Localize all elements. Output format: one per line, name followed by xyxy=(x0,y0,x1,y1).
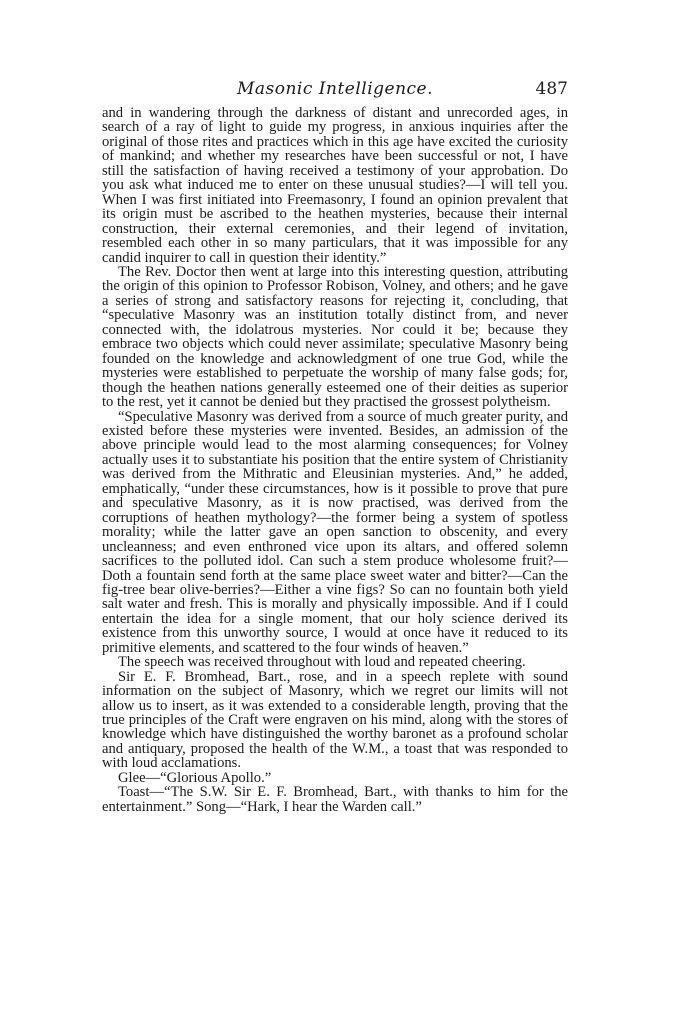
paragraph-5: Sir E. F. Bromhead, Bart., rose, and in a speech replete with sound information on the subject of Masonry, which we regret our limits will not allow us to insert, as it was extended to a considerable length, proving that the true principles of the Craft were engraven on his mind, along with the stores of knowledge which have distinguished the worthy baronet as a profound scholar and antiquary, proposed the health of the W.M., a toast that was responded to with loud acclamations. xyxy=(102,668,568,772)
book-page xyxy=(102,76,568,814)
running-title: Masonic Intelligence. xyxy=(236,79,434,99)
running-head xyxy=(102,76,568,106)
paragraph-3: “Speculative Masonry was derived from a source of much greater purity, and existed before these mysteries were invented. Besides, an admission of the above principle would lead to the most alarming consequences; for Volney actually uses it to substantiate his position that the entire system of Christianity was derived from the Mithratic and Eleusinian mysteries. And,” he added, emphatically, “under these circumstances, how is it possible to prove that pure and speculative Masonry, as it is now practised, was derived from the corruptions of heathen mythology?—the former being a system of spotless morality; while the latter gave an open sanction to obscenity, and every uncleanness; and even enthroned vice upon its altars, and offered solemn sacrifices to the polluted idol. Can such a stem produce wholesome fruit?—Doth a fountain send forth at the same place sweet water and bitter?—Can the fig-tree bear olive-berries?—Either a vine figs? So can no fountain both yield salt water and fresh. This is morally and physically impossible. And if I could entertain the idea for a single moment, that our holy science derived its existence from this unworthy source, I would at once have it reduced to its primitive elements, and scattered to the four winds of heaven.” xyxy=(102,408,568,656)
paragraph-1: and in wandering through the darkness of distant and unrecorded ages, in search of a ray of light to guide my progress, in anxious inquiries after the original of those rites and practices which in this age have excited the curiosity of mankind; and whether my researches have been successful or not, I have still the satisfaction of having received a testimony of your approbation. Do you ask what induced me to enter on these unusual studies?—I will tell you. When I was first initiated into Freemasonry, I found an opinion prevalent that its origin must be ascribed to the heathen mysteries, because their internal construction, their external ceremonies, and their legend of invitation, resembled each other in so many particulars, that it was impossible for any candid inquirer to call in question their identity.” xyxy=(102,105,568,266)
paragraph-7: Toast—“The S.W. Sir E. F. Bromhead, Bart., with thanks to him for the entertainment.” Song—“Hark, I hear the Warden call.” xyxy=(102,784,568,815)
paragraph-2: The Rev. Doctor then went at large into this interesting question, attributing the origin of this opinion to Professor Robison, Volney, and others; and he gave a series of strong and satisfactory reasons for rejecting it, concluding, that “speculative Masonry was an institution totally distinct from, and never connected with, the idolatrous mysteries. Nor could it be; because they embrace two objects which could never assimilate; speculative Masonry being founded on the knowledge and acknowledgment of one true God, while the mysteries were established to perpetuate the worship of many false gods; for, though the heathen nations generally esteemed one of their deities as superior to the rest, yet it cannot be denied but they practised the grossest polytheism. xyxy=(102,263,568,411)
body-text xyxy=(102,106,568,814)
paragraph-6: Glee—“Glorious Apollo.” xyxy=(118,769,272,786)
page-number: 487 xyxy=(535,79,568,99)
paragraph-4: The speech was received throughout with loud and repeated cheering. xyxy=(118,654,526,671)
